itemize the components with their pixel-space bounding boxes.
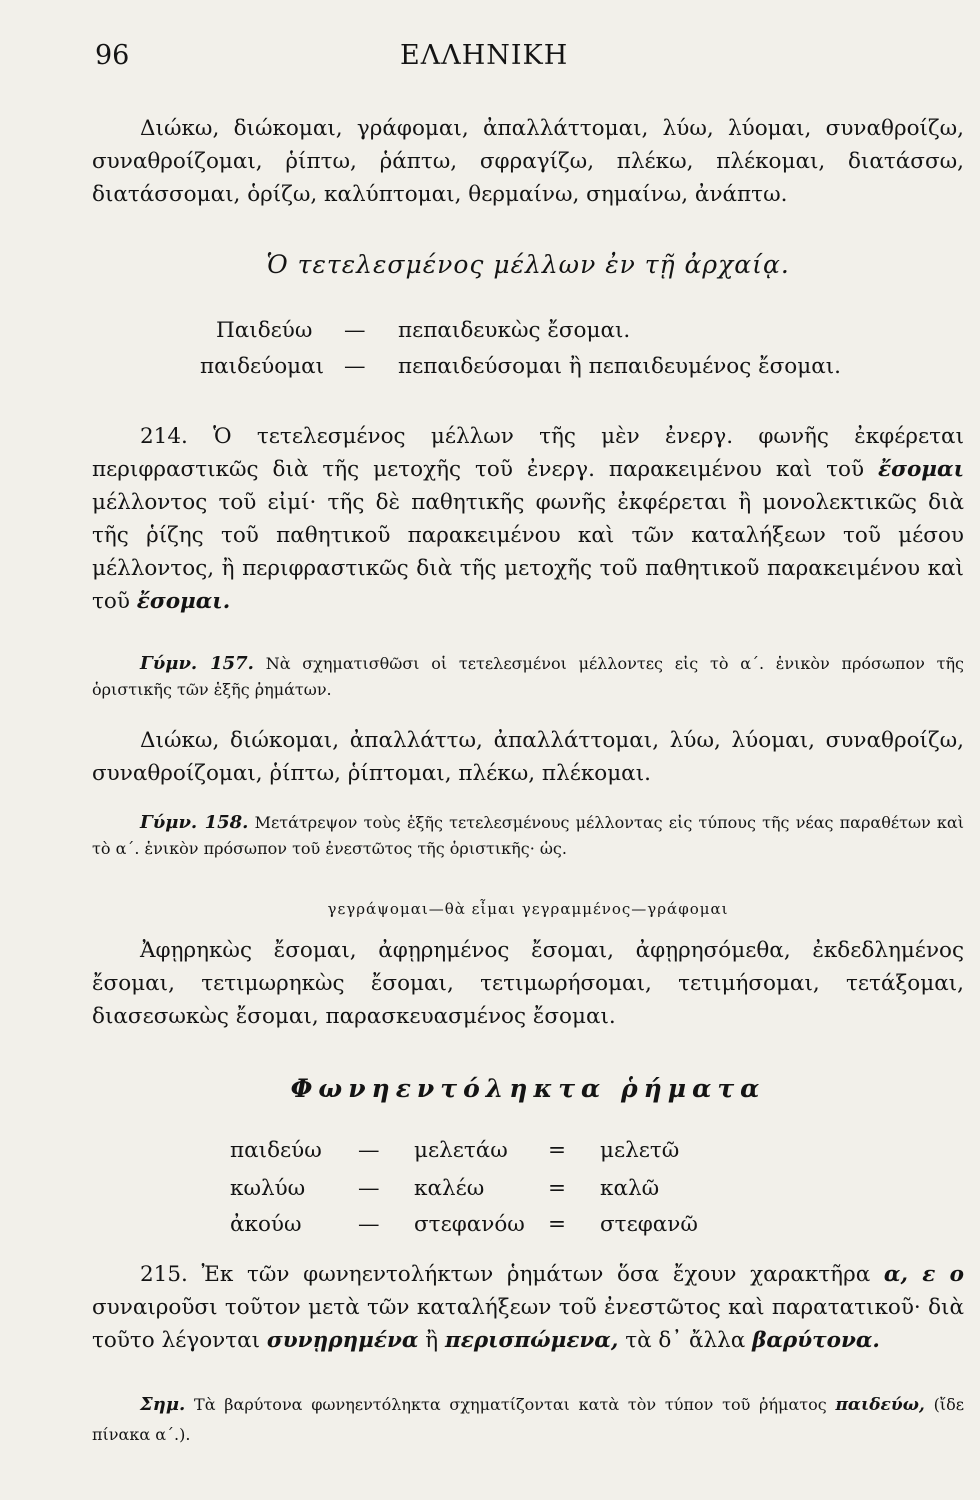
section-heading: Ὁ τετελεσμένος μέλλων ἐν τῇ ἀρχαίᾳ. <box>266 250 790 279</box>
example-row-2 <box>200 354 940 387</box>
example-active: Παιδεύω <box>216 318 313 343</box>
example-row-1 <box>216 318 916 351</box>
emphasis-term: βαρύτονα. <box>752 1328 880 1353</box>
exercise-157 <box>92 651 964 703</box>
exercise-label: Γύμν. 158. <box>140 812 249 833</box>
table-verb-a: κωλύω <box>230 1176 306 1201</box>
example-passive: παιδεύομαι <box>200 354 325 379</box>
verb-list-text: Διώκω, διώκομαι, ἀπαλλάττω, ἀπαλλάττομαι, λύω, λύομαι, συναθροίζω, συναθροίζομαι, ῥίπτω, ῥίπτομαι, πλέκω, πλέκομαι. <box>92 728 964 786</box>
example-dash: — <box>344 354 366 379</box>
table-verb-contracted: μελετῶ <box>600 1138 680 1163</box>
exercise-label: Γύμν. 157. <box>140 653 254 674</box>
paragraph-text: τὰ δ᾽ ἄλλα <box>625 1328 746 1353</box>
table-equals: = <box>548 1176 567 1201</box>
table-row <box>0 1176 980 1209</box>
example-passive-future: πεπαιδεύσομαι ἢ πεπαιδευμένος ἔσομαι. <box>398 354 842 379</box>
table-verb-contracted: στεφανῶ <box>600 1212 698 1237</box>
paragraph-text: συναιροῦσι τοῦτον μετὰ τῶν καταλήξεων τοῦ ἐνεστῶτος καὶ παρατατικοῦ· διὰ τοῦτο λέγονται <box>92 1295 964 1353</box>
paragraph-214 <box>92 420 964 618</box>
paragraph-text: Ὁ τετελεσμένος μέλλων τῆς μὲν ἐνεργ. φωνῆς ἐκφέρεται περιφραστικῶς διὰ τῆς μετοχῆς τοῦ ἐνεργ. παρακειμένου καὶ τοῦ <box>92 424 964 482</box>
page-header <box>0 40 980 80</box>
exercise-model: γεγράψομαι—θὰ εἶμαι γεγραμμένος—γράφομαι <box>327 900 729 918</box>
forms-paragraph <box>92 934 964 1033</box>
table-row <box>0 1138 980 1171</box>
table-verb-uncontracted: καλέω <box>414 1176 485 1201</box>
forms-text: Ἀφῃρηκὼς ἔσομαι, ἀφῃρημένος ἔσομαι, ἀφῃρησόμεθα, ἐκδεδλημένος ἔσομαι, τετιμωρηκὼς ἔσομαι, τετιμωρήσομαι, τετιμήσομαι, τετάξομαι, διασεσωκὼς ἔσομαι, παρασκευασμένος ἔσομαι. <box>92 938 964 1029</box>
table-row <box>0 1212 980 1245</box>
table-equals: = <box>548 1138 567 1163</box>
table-dash: — <box>358 1138 380 1163</box>
paragraph-number: 214. <box>140 424 188 449</box>
paragraph-215 <box>92 1258 964 1357</box>
verb-list-paragraph-2 <box>92 724 964 790</box>
emphasis-term: ἔσομαι <box>878 457 964 482</box>
note <box>92 1390 964 1450</box>
table-dash: — <box>358 1176 380 1201</box>
note-text: Τὰ βαρύτονα φωνηεντόληκτα σχηματίζονται κατὰ τὸν τύπον τοῦ ῥήματος <box>194 1395 827 1414</box>
emphasis-term: περισπώμενα, <box>445 1328 619 1353</box>
verb-list-paragraph <box>92 112 964 211</box>
example-perfect-future: πεπαιδευκὼς ἔσομαι. <box>398 318 631 343</box>
note-text: (ἴδε πίνακα α΄.). <box>92 1395 964 1444</box>
note-label: Σημ. <box>140 1394 186 1415</box>
paragraph-text: Ἐκ τῶν φωνηεντολήκτων ῥημάτων ὅσα ἔχουν χαρακτῆρα <box>201 1262 871 1287</box>
table-verb-uncontracted: μελετάω <box>414 1138 508 1163</box>
table-verb-uncontracted: στεφανόω <box>414 1212 525 1237</box>
example-dash: — <box>344 318 366 343</box>
table-verb-a: παιδεύω <box>230 1138 322 1163</box>
section-heading-2: Φωνηεντόληκτα ῥήματα <box>290 1074 766 1103</box>
emphasis-term: α, ε ο <box>883 1262 964 1287</box>
emphasis-term: συνῃρημένα <box>266 1328 419 1353</box>
emphasis-term: παιδεύω, <box>835 1395 925 1415</box>
page-number: 96 <box>95 40 130 71</box>
exercise-text: Μετάτρεψον τοὺς ἑξῆς τετελεσμένους μέλλοντας εἰς τύπους τῆς νέας παραθέτων καὶ τὸ α΄. ἑνικὸν πρόσωπον τοῦ ἐνεστῶτος τῆς ὁριστικῆς· ὡς. <box>92 813 965 858</box>
table-verb-a: ἀκούω <box>230 1212 302 1237</box>
exercise-158 <box>92 810 964 862</box>
table-dash: — <box>358 1212 380 1237</box>
table-equals: = <box>548 1212 567 1237</box>
paragraph-text: μέλλοντος τοῦ εἰμί· τῆς δὲ παθητικῆς φωνῆς ἐκφέρεται ἢ μονολεκτικῶς διὰ τῆς ῥίζης τοῦ παθητικοῦ παρακειμένου καὶ τῶν καταλήξεων τοῦ μέσου μέλλοντος, ἢ περιφραστικῶς διὰ τῆς μετοχῆς τοῦ παθητικοῦ παρακειμένου καὶ τοῦ <box>92 490 964 614</box>
paragraph-number: 215. <box>140 1262 188 1287</box>
paragraph-text: ἢ <box>425 1328 439 1353</box>
table-verb-contracted: καλῶ <box>600 1176 660 1201</box>
exercise-text: Νὰ σχηματισθῶσι οἱ τετελεσμένοι μέλλοντες εἰς τὸ α΄. ἑνικὸν πρόσωπον τῆς ὁριστικῆς τῶν ἑξῆς ῥημάτων. <box>92 654 965 699</box>
running-head: ΕΛΛΗΝΙΚΗ <box>400 40 569 71</box>
verb-list-text: Διώκω, διώκομαι, γράφομαι, ἀπαλλάττομαι, λύω, λύομαι, συναθροίζω, συναθροίζομαι, ῥίπτω, ῥάπτω, σφραγίζω, πλέκω, πλέκομαι, διατάσσω, διατάσσομαι, ὁρίζω, καλύπτομαι, θερμαίνω, σημαίνω, ἀνάπτω. <box>92 116 964 207</box>
emphasis-term: ἔσομαι. <box>136 589 231 614</box>
